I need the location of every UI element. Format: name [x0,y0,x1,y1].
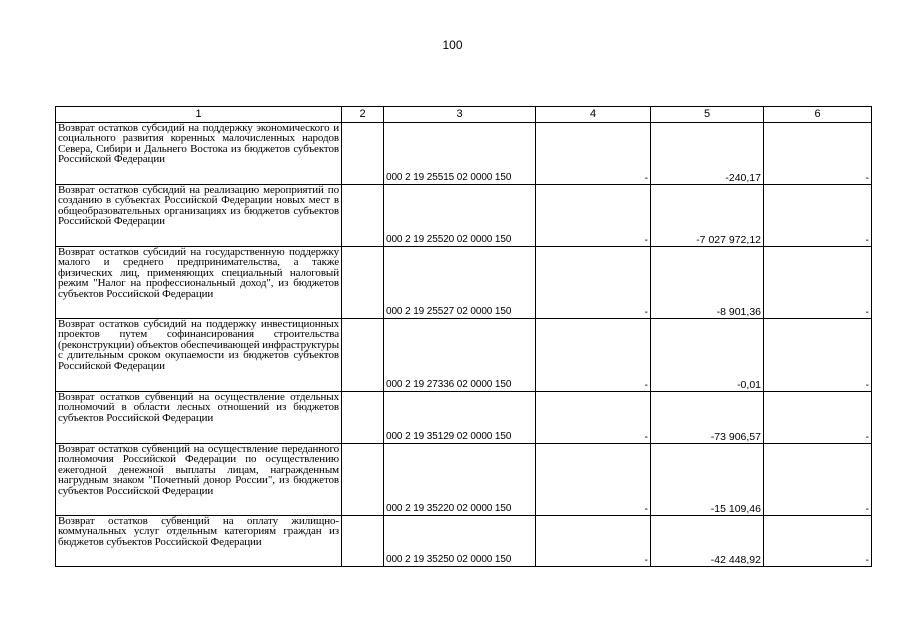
column-header-6: 6 [764,107,872,123]
row-amount: -7 027 972,12 [651,185,764,247]
row-description: Возврат остатков субсидий на поддержку инвестиционных проектов путем софинансирования строительства (реконструкции) объектов обеспечивающей инфраструктуры с длительным сроком окупаемости из бюджетов субъектов Российской Федерации [56,319,342,392]
row-col2 [342,319,384,392]
row-col6: - [764,319,872,392]
column-header-1: 1 [56,107,342,123]
row-col2 [342,185,384,247]
row-col2 [342,516,384,567]
page-number: 100 [442,38,463,52]
row-col6: - [764,392,872,444]
row-code: 000 2 19 25520 02 0000 150 [384,185,536,247]
table-row [56,319,872,392]
row-code: 000 2 19 25527 02 0000 150 [384,247,536,319]
table-row [56,392,872,444]
column-header-4: 4 [536,107,651,123]
table-row [56,185,872,247]
row-col4: - [536,247,651,319]
row-col4: - [536,123,651,185]
row-col2 [342,392,384,444]
row-col6: - [764,444,872,516]
row-code: 000 2 19 35250 02 0000 150 [384,516,536,567]
table-row [56,123,872,185]
budget-table [55,106,872,567]
row-description: Возврат остатков субсидий на реализацию мероприятий по созданию в субъектах Российской Федерации новых мест в общеобразовательных организациях из бюджетов субъектов Российской Федерации [56,185,342,247]
table-header-row [56,107,872,123]
row-col2 [342,444,384,516]
row-code: 000 2 19 25515 02 0000 150 [384,123,536,185]
row-amount: -0,01 [651,319,764,392]
row-code: 000 2 19 27336 02 0000 150 [384,319,536,392]
row-col6: - [764,516,872,567]
row-description: Возврат остатков субсидий на поддержку экономического и социального развития коренных малочисленных народов Севера, Сибири и Дальнего Востока из бюджетов субъектов Российской Федерации [56,123,342,185]
row-amount: -73 906,57 [651,392,764,444]
table-row [56,516,872,567]
row-col4: - [536,319,651,392]
row-description: Возврат остатков субвенций на осуществление переданного полномочия Российской Федерации по осуществлению ежегодной денежной выплаты лицам, награжденным нагрудным знаком "Почетный донор России", из бюджетов субъектов Российской Федерации [56,444,342,516]
row-col6: - [764,185,872,247]
row-description: Возврат остатков субвенций на оплату жилищно-коммунальных услуг отдельным категориям граждан из бюджетов субъектов Российской Федерации [56,516,342,567]
row-col4: - [536,516,651,567]
column-header-2: 2 [342,107,384,123]
row-col2 [342,123,384,185]
row-col4: - [536,185,651,247]
table-row [56,444,872,516]
row-col4: - [536,444,651,516]
row-col4: - [536,392,651,444]
table-row [56,247,872,319]
row-col6: - [764,247,872,319]
row-code: 000 2 19 35129 02 0000 150 [384,392,536,444]
row-amount: -8 901,36 [651,247,764,319]
row-col6: - [764,123,872,185]
row-col2 [342,247,384,319]
row-amount: -240,17 [651,123,764,185]
row-amount: -42 448,92 [651,516,764,567]
row-description: Возврат остатков субсидий на государственную поддержку малого и среднего предпринимательства, а также физических лиц, применяющих специальный налоговый режим "Налог на профессиональный доход", из бюджетов субъектов Российской Федерации [56,247,342,319]
column-header-5: 5 [651,107,764,123]
column-header-3: 3 [384,107,536,123]
row-description: Возврат остатков субвенций на осуществление отдельных полномочий в области лесных отношений из бюджетов субъектов Российской Федерации [56,392,342,444]
row-code: 000 2 19 35220 02 0000 150 [384,444,536,516]
row-amount: -15 109,46 [651,444,764,516]
